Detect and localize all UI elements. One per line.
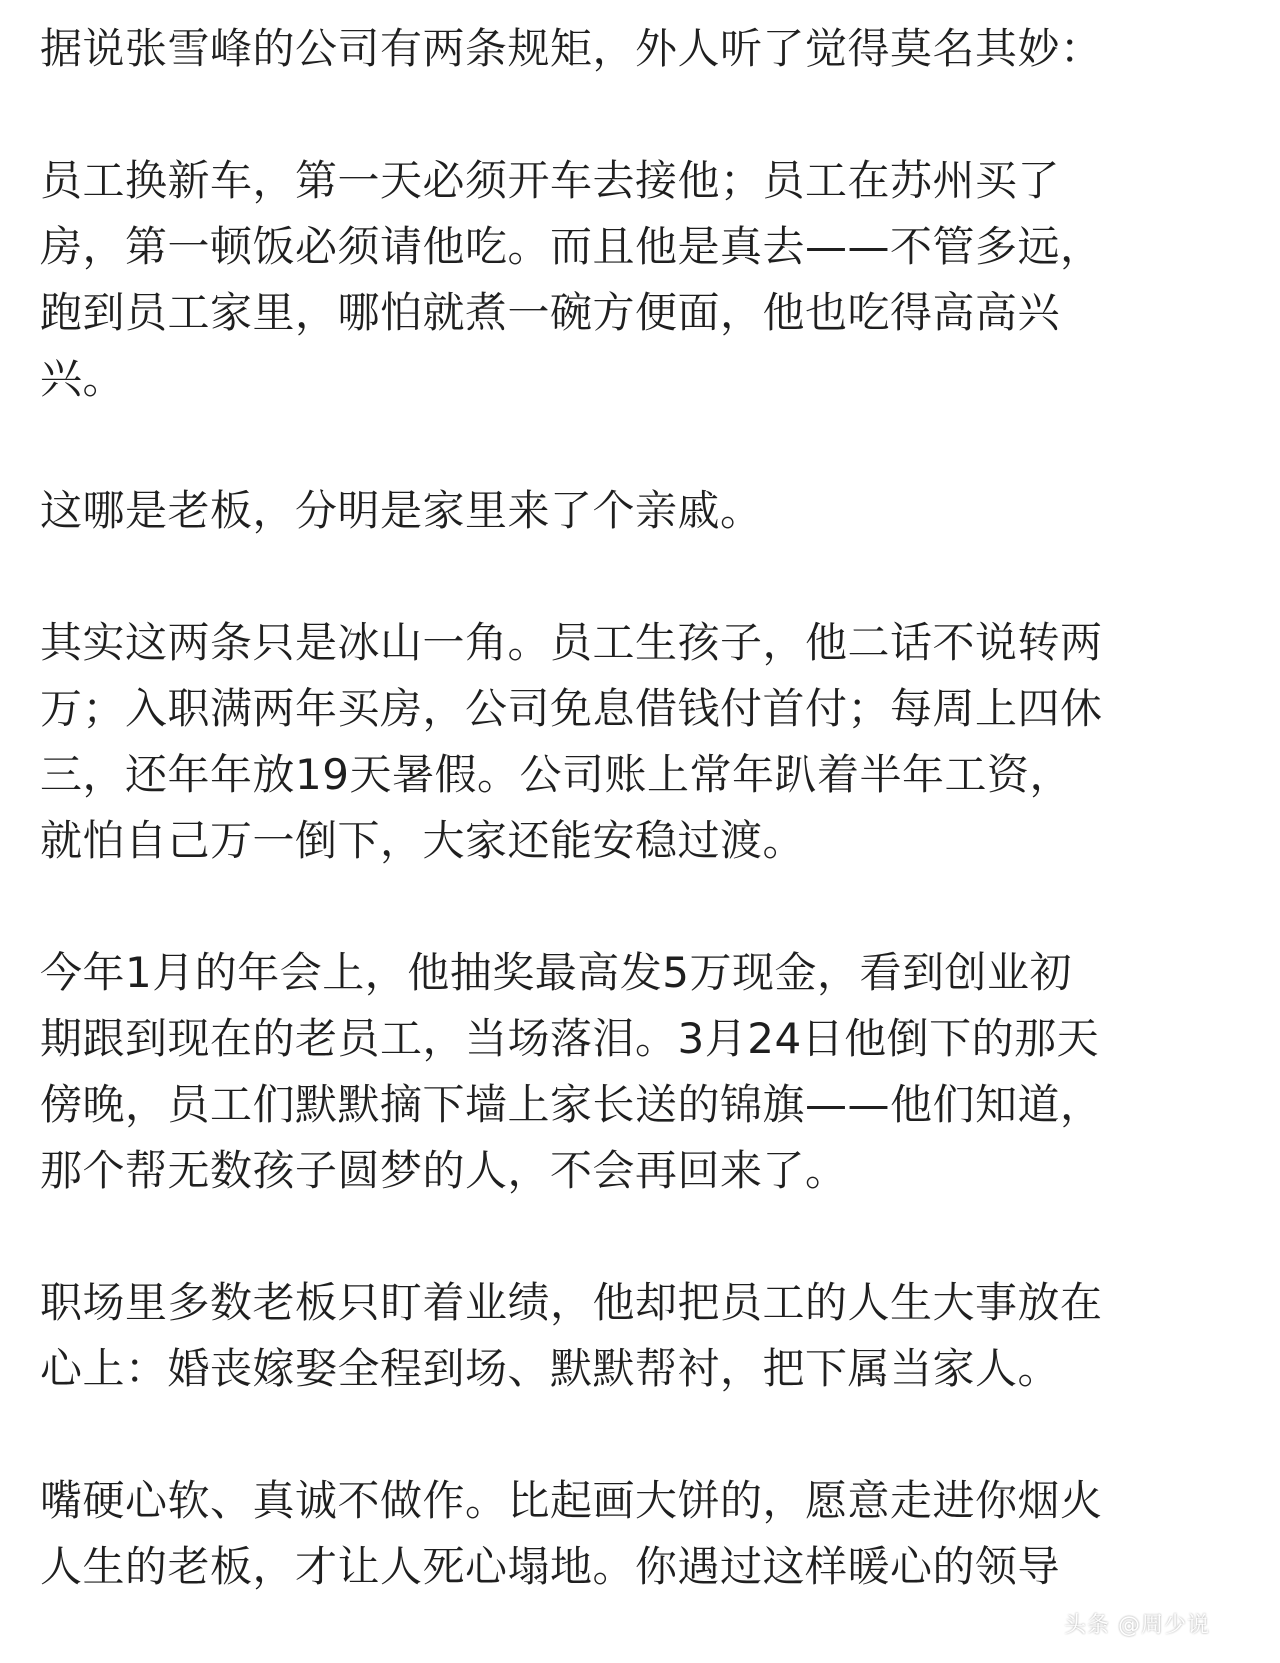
text-line: 期跟到现在的老员工，当场落泪。3月24日他倒下的那天	[40, 1014, 1100, 1063]
text-line: 三，还年年放19天暑假。公司账上常年趴着半年工资，	[40, 750, 1072, 799]
text-line: 万；入职满两年买房，公司免息借钱付首付；每周上四休	[40, 684, 1103, 733]
text-line: 就怕自己万一倒下，大家还能安稳过渡。	[40, 816, 806, 865]
text-line: 跑到员工家里，哪怕就煮一碗方便面，他也吃得高高兴	[40, 288, 1061, 337]
text-line: 兴。	[40, 354, 126, 403]
paragraph	[40, 478, 1250, 544]
text-line: 嘴硬心软、真诚不做作。比起画大饼的，愿意走进你烟火	[40, 1476, 1103, 1525]
text-line: 其实这两条只是冰山一角。员工生孩子，他二话不说转两	[40, 618, 1103, 667]
text-line: 这哪是老板，分明是家里来了个亲戚。	[40, 486, 763, 535]
watermark: 头条 @周少说	[1064, 1613, 1210, 1638]
text-line: 人生的老板，才让人死心塌地。你遇过这样暖心的领导	[40, 1542, 1061, 1591]
text-line: 房，第一顿饭必须请他吃。而且他是真去——不管多远，	[40, 222, 1103, 271]
text-line: 傍晚，员工们默默摘下墙上家长送的锦旗——他们知道，	[40, 1080, 1103, 1129]
text-line: 心上：婚丧嫁娶全程到场、默默帮衬，把下属当家人。	[40, 1344, 1061, 1393]
paragraph	[40, 610, 1250, 874]
paragraph	[40, 148, 1250, 412]
article-body	[40, 0, 1250, 1600]
paragraph	[40, 940, 1250, 1204]
text-line: 今年1月的年会上，他抽奖最高发5万现金，看到创业初	[40, 948, 1072, 997]
paragraph	[40, 16, 1250, 82]
text-line: 员工换新车，第一天必须开车去接他；员工在苏州买了	[40, 156, 1061, 205]
text-line: 那个帮无数孩子圆梦的人，不会再回来了。	[40, 1146, 848, 1195]
paragraph	[40, 1468, 1250, 1600]
text-line: 职场里多数老板只盯着业绩，他却把员工的人生大事放在	[40, 1278, 1103, 1327]
paragraph	[40, 1270, 1250, 1402]
text-line: 据说张雪峰的公司有两条规矩，外人听了觉得莫名其妙：	[40, 24, 1103, 73]
